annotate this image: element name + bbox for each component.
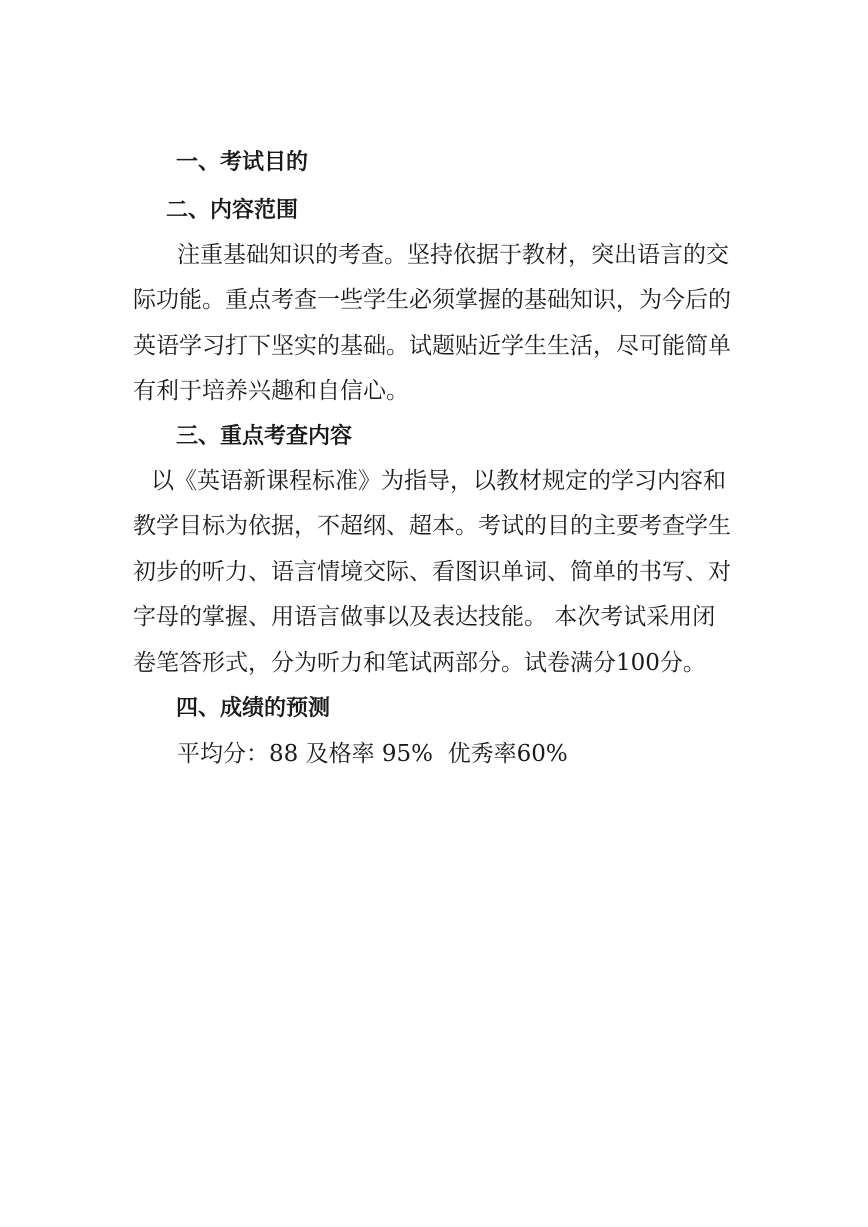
scope-paragraph-line: 英语学习打下坚实的基础。试题贴近学生生活，尽可能简单 [133,333,731,359]
key-content-paragraph-line: 初步的听力、语言情境交际、看图识单词、简单的书写、对 [133,559,731,585]
section-heading-scope: 二、内容范围 [166,198,299,223]
scope-paragraph-line: 际功能。重点考查一些学生必须掌握的基础知识，为今后的 [133,287,731,313]
score-prediction-line: 平均分：88 及格率 95% 优秀率60% [177,741,568,767]
section-heading-purpose: 一、考试目的 [176,150,309,175]
section-heading-prediction: 四、成绩的预测 [176,696,331,721]
key-content-paragraph-line: 以《英语新课程标准》为指导，以教材规定的学习内容和 [151,468,726,494]
key-content-paragraph-line: 卷笔答形式，分为听力和笔试两部分。试卷满分100分。 [133,650,706,676]
scope-paragraph-line: 注重基础知识的考查。坚持依据于教材，突出语言的交 [177,242,729,268]
key-content-paragraph-line: 字母的掌握、用语言做事以及表达技能。 本次考试采用闭 [133,604,716,630]
section-heading-key-content: 三、重点考查内容 [176,424,353,449]
scope-paragraph-line: 有利于培养兴趣和自信心。 [133,378,409,404]
key-content-paragraph-line: 教学目标为依据，不超纲、超本。考试的目的主要考查学生 [133,513,731,539]
